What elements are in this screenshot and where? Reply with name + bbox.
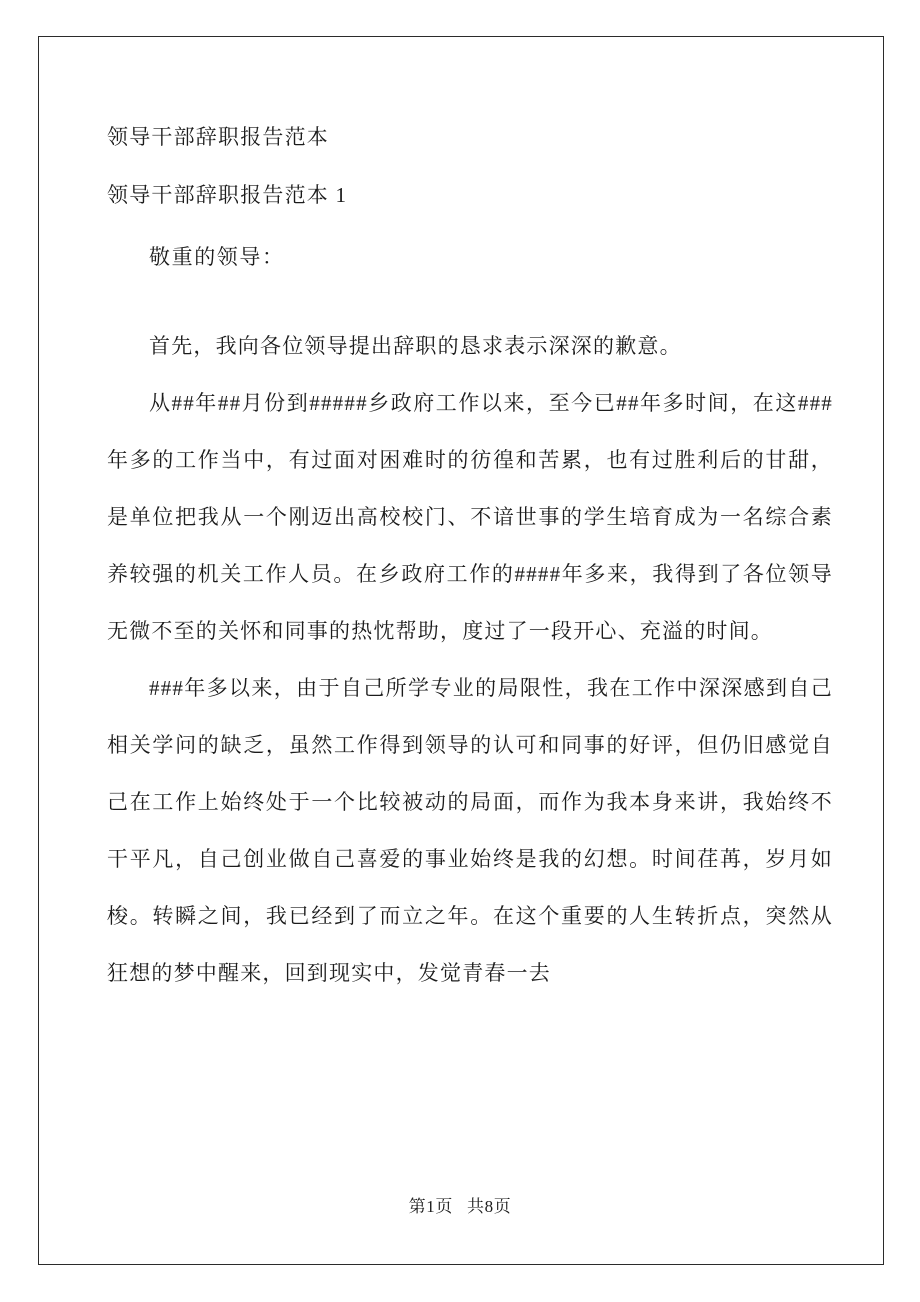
page-footer <box>0 1192 920 1217</box>
footer-total-suffix: 页 <box>493 1197 512 1216</box>
salutation-line: 敬重的领导： <box>149 245 285 269</box>
footer-current-prefix: 第 <box>408 1197 427 1216</box>
footer-current-suffix: 页 <box>435 1197 453 1216</box>
footer-total-page: 8 <box>484 1197 494 1216</box>
document-body <box>107 122 833 1002</box>
page-title: 领导干部辞职报告范本 <box>107 125 329 149</box>
document-subtitle: 领导干部辞职报告范本 1 <box>107 183 348 207</box>
footer-current-page: 1 <box>426 1197 436 1216</box>
body-paragraph-1: 首先，我向各位领导提出辞职的恳求表示深深的歉意。 <box>149 334 682 358</box>
footer-total-prefix: 共 <box>467 1197 485 1216</box>
body-paragraph-3: ###年多以来，由于自己所学专业的局限性，我在工作中深深感到自己相关学问的缺乏，虽然工作得到领导的认可和同事的好评，但仍旧感觉自己在工作上始终处于一个比较被动的局面，而作为我本身来讲，我始终不干平凡，自己创业做自己喜爱的事业始终是我的幻想。时间荏苒，岁月如梭。转瞬之间，我已经到了而立之年。在这个重要的人生转折点，突然从狂想的梦中醒来，回到现实中，发觉青春一去 <box>107 676 833 985</box>
body-paragraph-2: 从##年##月份到#####乡政府工作以来，至今已##年多时间，在这###年多的工作当中，有过面对困难时的彷徨和苦累，也有过胜利后的甘甜，是单位把我从一个刚迈出高校校门、不谙世事的学生培育成为一名综合素养较强的机关工作人员。在乡政府工作的####年多来，我得到了各位领导无微不至的关怀和同事的热忱帮助，度过了一段开心、充溢的时间。 <box>107 391 833 643</box>
